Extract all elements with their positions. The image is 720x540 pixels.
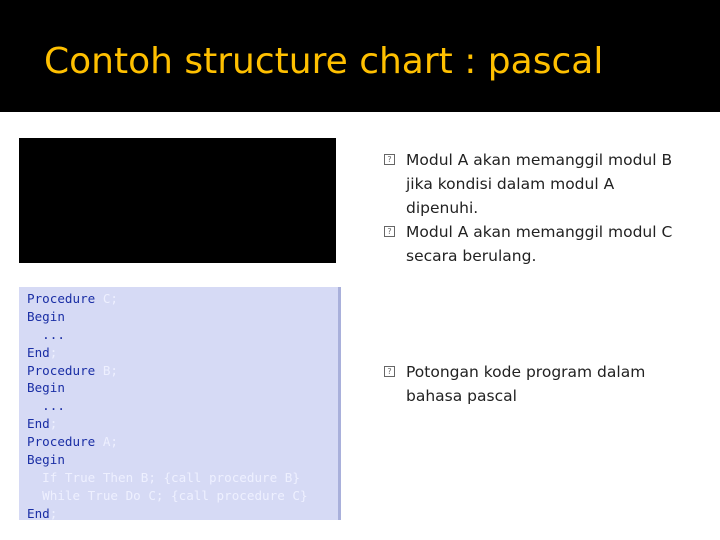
bullet-text: Potongan kode program dalam bahasa pascal [406, 363, 646, 405]
code-token: Procedure [27, 362, 103, 378]
code-line [27, 433, 338, 451]
pascal-code-block [19, 287, 341, 520]
code-token: Begin [27, 380, 65, 396]
code-token: Procedure [27, 434, 103, 450]
code-token: B; [102, 362, 118, 378]
code-token: ... [27, 326, 65, 342]
bullet-marker-icon: ? [384, 226, 395, 237]
title-bar [0, 0, 720, 112]
code-line [27, 469, 338, 487]
code-line [27, 415, 338, 433]
code-line [27, 379, 338, 397]
code-token: Procedure [27, 291, 103, 306]
code-token: End [27, 344, 50, 360]
code-line [27, 451, 338, 469]
code-token: ; [49, 416, 58, 432]
code-line [27, 308, 338, 326]
structure-chart-image [19, 138, 336, 263]
code-token: End [27, 416, 50, 432]
code-line [27, 487, 338, 505]
bullet-marker-icon: ? [384, 154, 395, 165]
code-token: Begin [27, 308, 65, 324]
code-line [27, 290, 338, 308]
code-line [27, 362, 338, 380]
code-line [27, 326, 338, 344]
bullet-list [384, 148, 684, 408]
bullet-text: Modul A akan memanggil modul B jika kondisi dalam modul A dipenuhi. [406, 151, 673, 217]
code-token: A; [102, 434, 118, 450]
code-token: End [27, 505, 50, 520]
bullet-item [384, 360, 684, 408]
code-line [27, 505, 338, 520]
code-token: While True Do C; {call procedure C} [27, 487, 308, 503]
code-token: If True Then B; {call procedure B} [27, 469, 300, 485]
bullet-item [384, 148, 684, 220]
bullet-marker-icon: ? [384, 366, 395, 377]
code-token: ; [49, 505, 58, 520]
code-line [27, 344, 338, 362]
code-token: ... [27, 398, 65, 414]
bullet-item [384, 220, 684, 268]
code-line [27, 397, 338, 415]
code-token: ; [49, 344, 58, 360]
bullet-text: Modul A akan memanggil modul C secara berulang. [406, 223, 673, 265]
code-token: C; [102, 291, 118, 306]
slide-title: Contoh structure chart : pascal [44, 41, 604, 82]
code-token: Begin [27, 452, 65, 468]
